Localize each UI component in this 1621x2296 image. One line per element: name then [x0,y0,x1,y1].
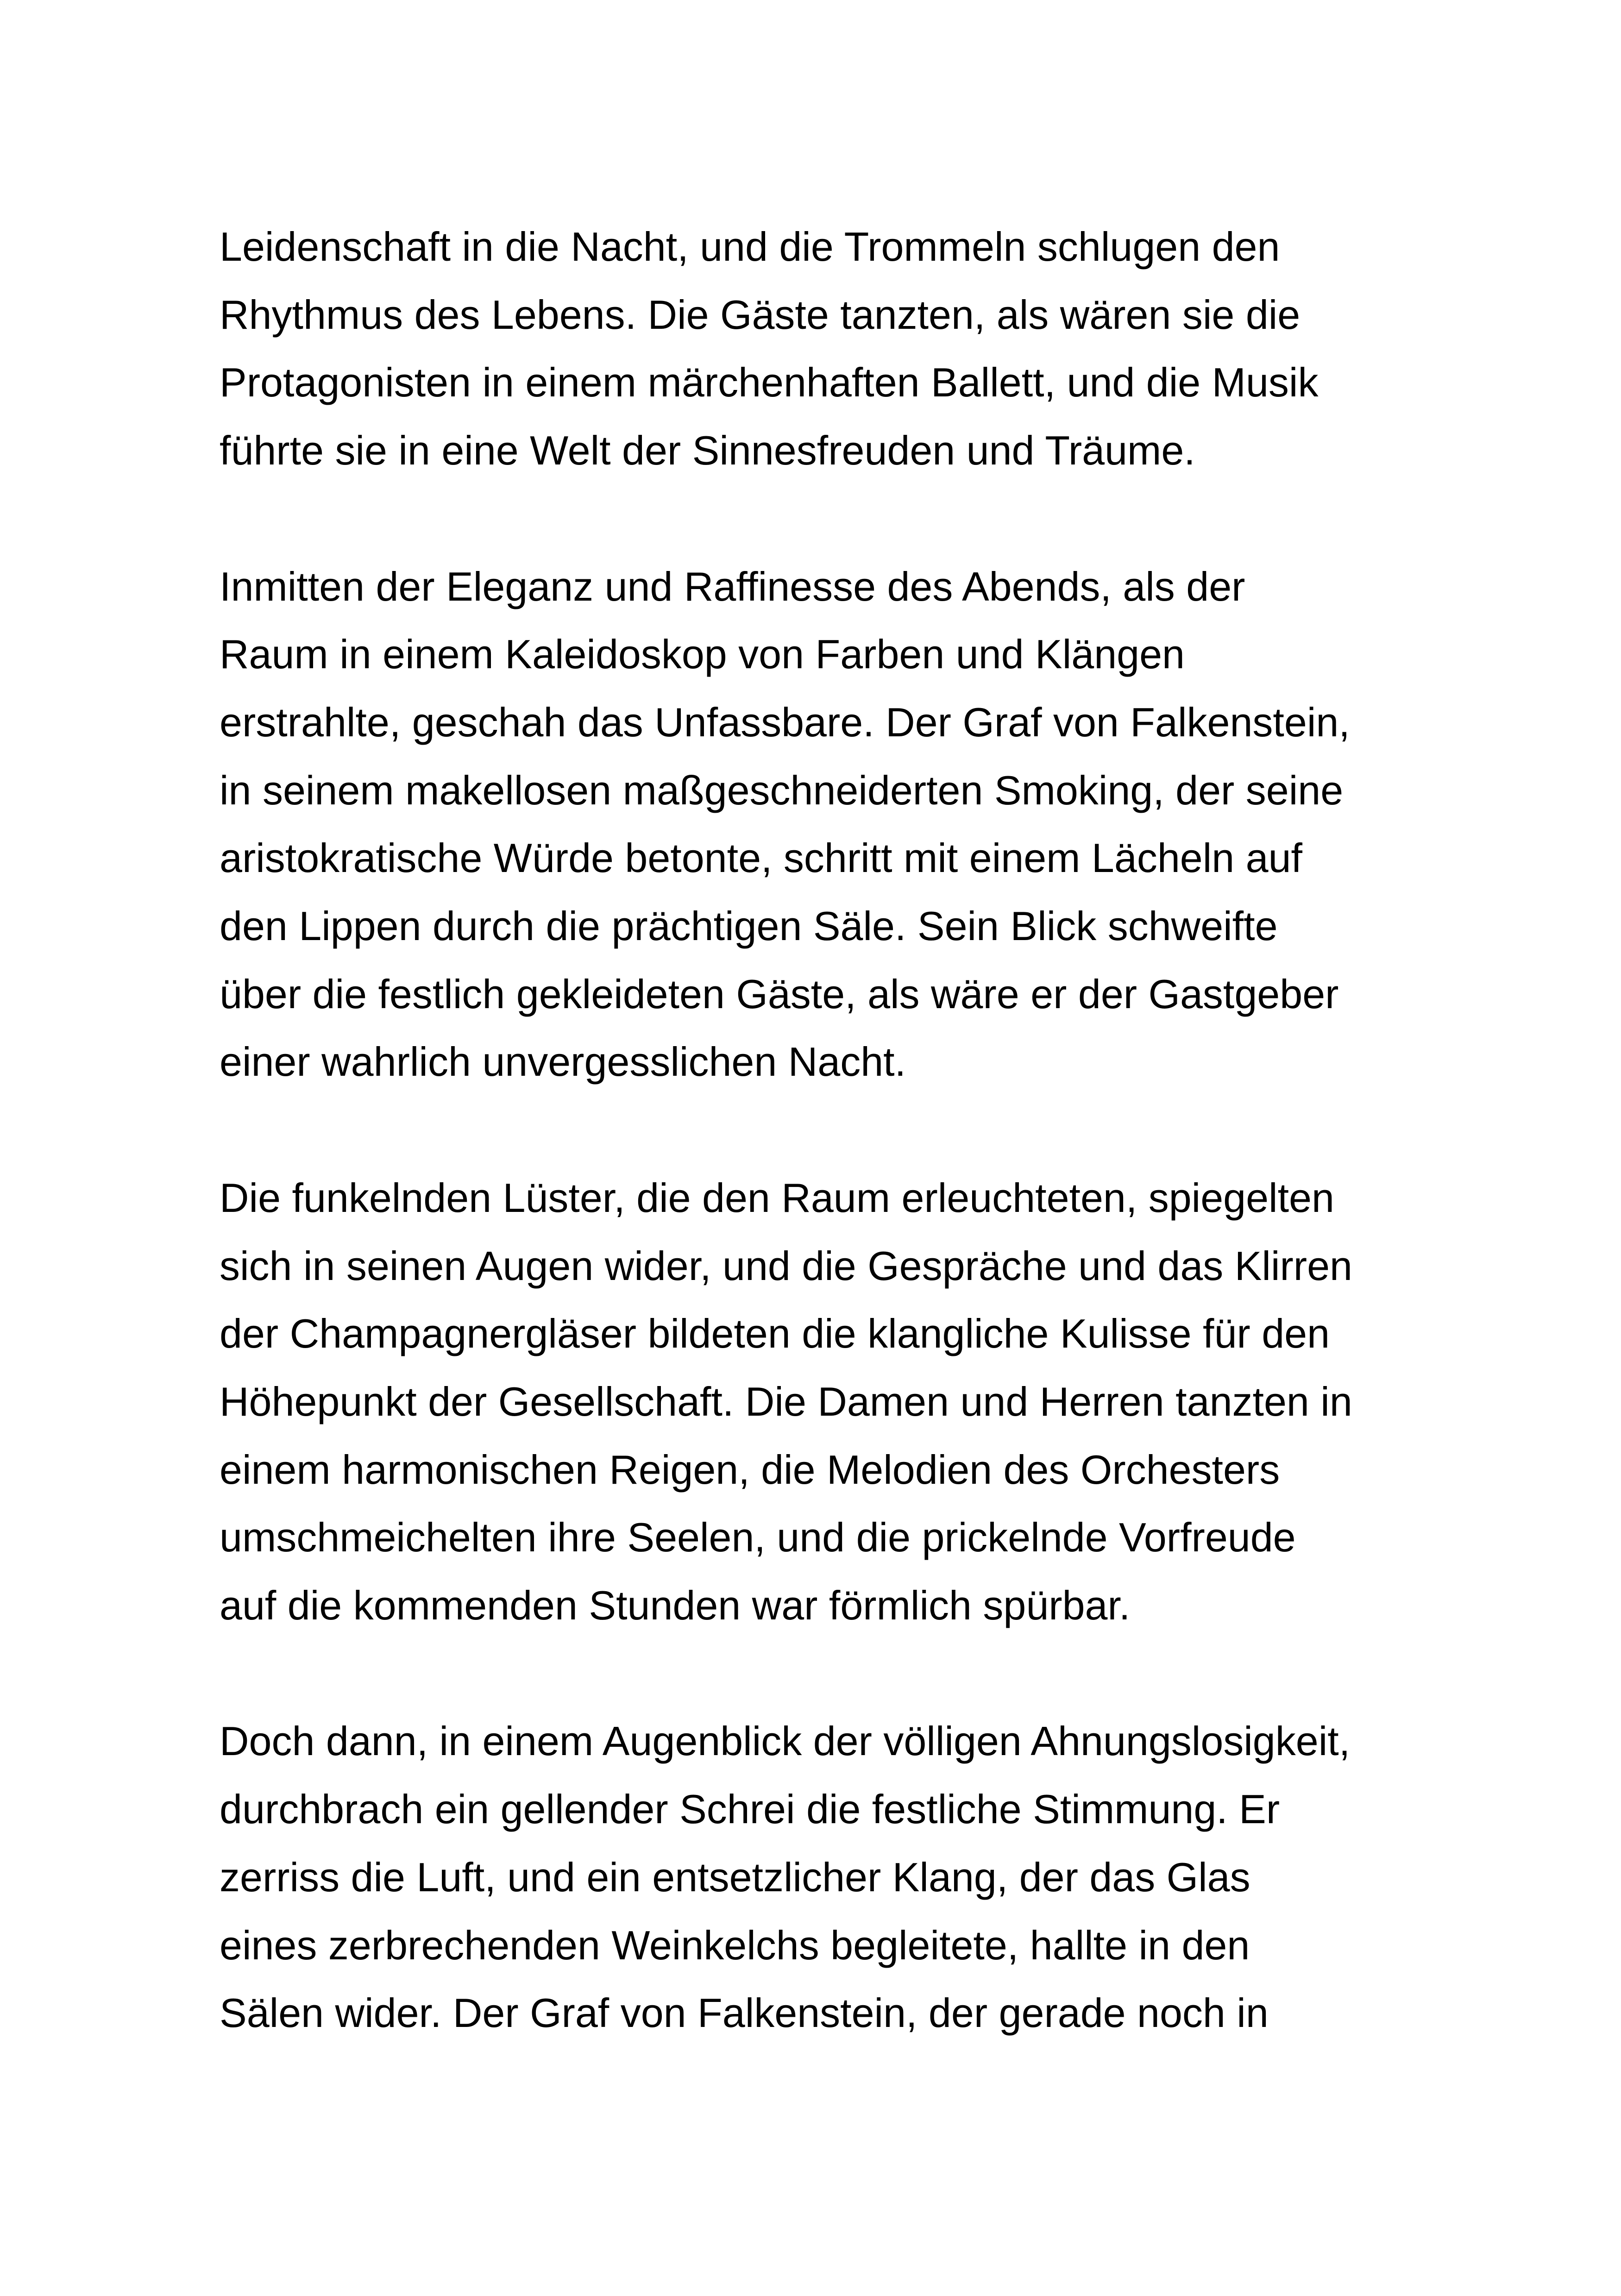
paragraph-3 [220,1164,1470,1640]
paragraph-gap [220,1640,1470,1708]
text-line: Inmitten der Eleganz und Raffinesse des Abends, als der [220,563,1245,609]
text-line: umschmeichelten ihre Seelen, und die prickelnde Vorfreude [220,1514,1296,1561]
text-line: in seinem makellosen maßgeschneiderten Smoking, der seine [220,767,1344,813]
text-line: auf die kommenden Stunden war förmlich spürbar. [220,1582,1131,1629]
text-line: Die funkelnden Lüster, die den Raum erleuchteten, spiegelten [220,1174,1334,1221]
text-line: führte sie in eine Welt der Sinnesfreuden und Träume. [220,427,1195,474]
text-line: Doch dann, in einem Augenblick der völligen Ahnungslosigkeit, [220,1718,1351,1764]
text-line: Rhythmus des Lebens. Die Gäste tanzten, als wären sie die [220,291,1301,338]
text-line: durchbrach ein gellender Schrei die festliche Stimmung. Er [220,1786,1280,1832]
text-line: eines zerbrechenden Weinkelchs begleitete, hallte in den [220,1922,1250,1968]
paragraph-gap [220,1096,1470,1164]
text-line: Protagonisten in einem märchenhaften Ballett, und die Musik [220,359,1319,406]
text-line: der Champagnergläser bildeten die klangliche Kulisse für den [220,1311,1330,1357]
document-body [220,213,1470,2047]
text-line: Leidenschaft in die Nacht, und die Trommeln schlugen den [220,224,1280,270]
text-line: einem harmonischen Reigen, die Melodien des Orchesters [220,1446,1280,1493]
text-line: Höhepunkt der Gesellschaft. Die Damen und Herren tanzten in [220,1378,1352,1424]
text-line: den Lippen durch die prächtigen Säle. Sein Blick schweifte [220,903,1278,949]
text-line: sich in seinen Augen wider, und die Gespräche und das Klirren [220,1242,1352,1289]
paragraph-gap [220,485,1470,553]
paragraph-1 [220,213,1470,485]
text-line: aristokratische Würde betonte, schritt mit einem Lächeln auf [220,835,1302,881]
text-line: erstrahlte, geschah das Unfassbare. Der Graf von Falkenstein, [220,699,1350,745]
paragraph-4 [220,1707,1470,2047]
text-line: über die festlich gekleideten Gäste, als wäre er der Gastgeber [220,971,1339,1017]
text-line: Raum in einem Kaleidoskop von Farben und Klängen [220,631,1185,678]
text-line: zerriss die Luft, und ein entsetzlicher Klang, der das Glas [220,1854,1250,1900]
paragraph-2 [220,553,1470,1097]
text-line: einer wahrlich unvergesslichen Nacht. [220,1039,906,1085]
text-line: Sälen wider. Der Graf von Falkenstein, der gerade noch in [220,1990,1269,2036]
